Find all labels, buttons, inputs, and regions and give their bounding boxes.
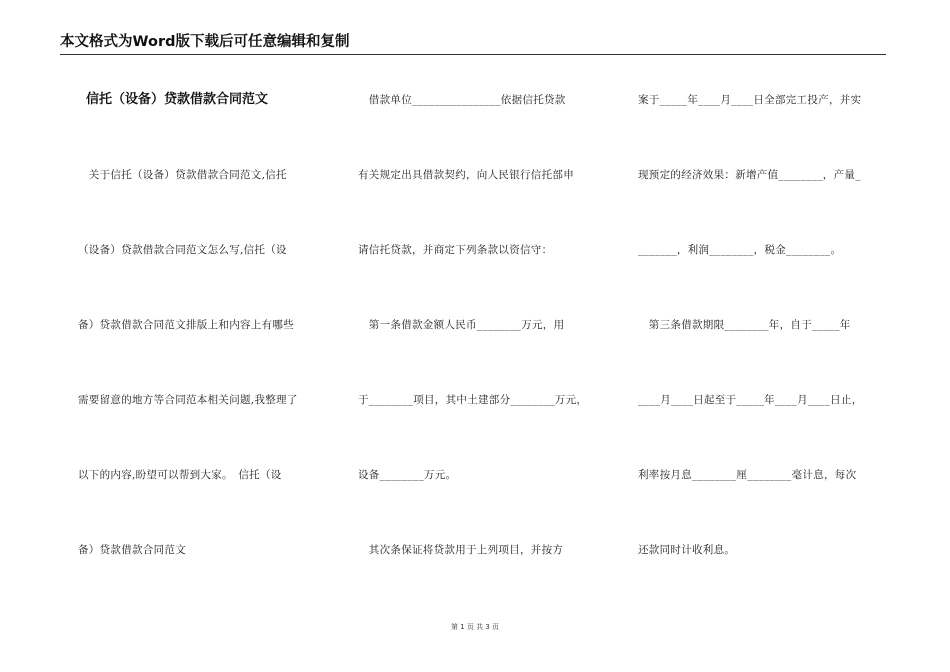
- text-line: ____月____日起至于_____年____月____日止，: [638, 394, 863, 406]
- text-line: 第一条借款金额人民币________万元，用: [358, 319, 565, 331]
- header-divider: [60, 54, 886, 55]
- text-line: 利率按月息________厘________毫计息，每次: [638, 469, 857, 481]
- text-line: 需要留意的地方等合同范本相关问题,我整理了: [78, 394, 298, 406]
- text-line: 有关规定出具借款契约，向人民银行信托部申: [358, 169, 574, 181]
- text-line: 其次条保证将贷款用于上列项目，并按方: [358, 544, 564, 556]
- text-line: _______，利润________，税金________。: [638, 244, 842, 256]
- column-3: [638, 82, 898, 607]
- column-1: [78, 82, 338, 607]
- text-line: 借款单位________________依据信托贷款: [358, 94, 566, 106]
- text-line: 现预定的经济效果：新增产值________，产量_: [638, 169, 861, 181]
- text-line: 以下的内容,盼望可以帮到大家。 信托（设: [78, 469, 282, 481]
- text-line: 于________项目，其中土建部分________万元，: [358, 394, 588, 406]
- text-line: （设备）贷款借款合同范文怎么写,信托（设: [78, 244, 287, 256]
- text-line: 还款同时计收利息。: [638, 544, 736, 556]
- text-line: 备）贷款借款合同范文排版上和内容上有哪些: [78, 319, 294, 331]
- text-line: 案于_____年____月____日全部完工投产，并实: [638, 94, 862, 106]
- text-line: 关于信托（设备）贷款借款合同范文,信托: [78, 169, 287, 181]
- text-line: 备）贷款借款合同范文: [78, 544, 186, 556]
- document-title: 信托（设备）贷款借款合同范文: [86, 92, 269, 107]
- page-header: 本文格式为Word版下载后可任意编辑和复制: [60, 34, 350, 50]
- page-number: 第 1 页 共 3 页: [450, 623, 500, 631]
- column-2: [358, 82, 618, 607]
- text-line: 请信托贷款，并商定下列条款以资信守：: [358, 244, 553, 256]
- text-line: 第三条借款期限________年，自于_____年: [638, 319, 851, 331]
- text-line: 设备________万元。: [358, 469, 457, 481]
